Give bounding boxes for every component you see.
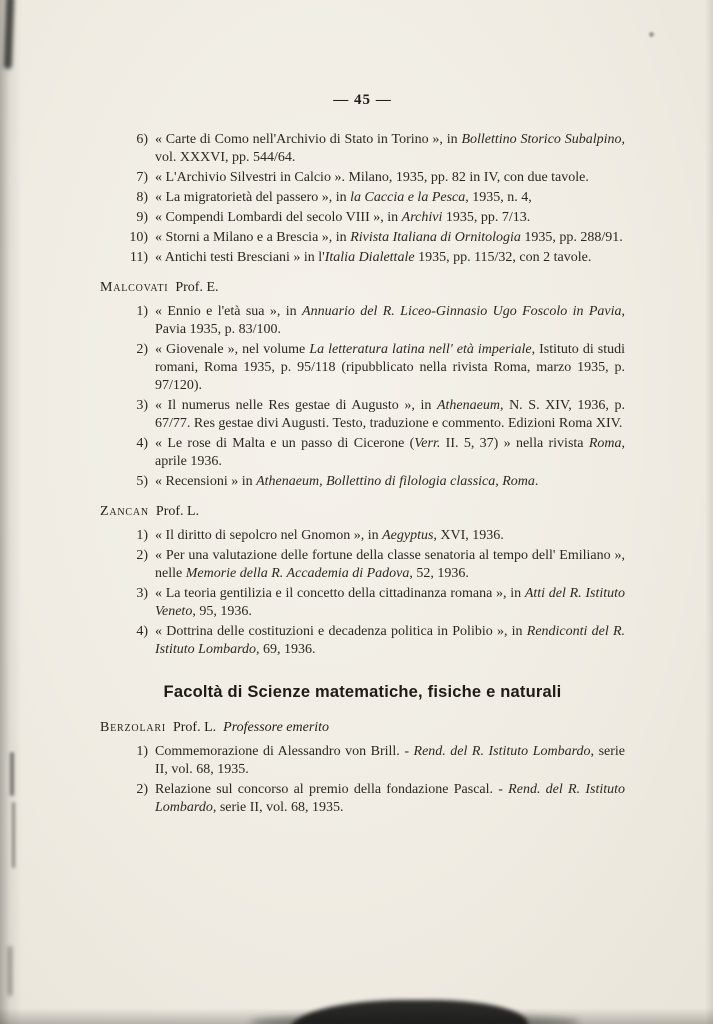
scan-artifact bbox=[250, 1014, 580, 1024]
entry-number: 2) bbox=[136, 342, 148, 357]
scan-artifact bbox=[8, 946, 12, 996]
bibliography-entry bbox=[100, 527, 625, 545]
text-segment: Italia Dialettale bbox=[324, 250, 415, 265]
bibliography-entry bbox=[100, 743, 625, 779]
entry-text bbox=[155, 473, 625, 491]
page-content bbox=[100, 0, 625, 819]
text-segment: , 52, 1936. bbox=[409, 566, 469, 581]
text-segment: , Pavia 1935, p. 83/100. bbox=[155, 304, 625, 337]
bibliography-entry bbox=[100, 229, 625, 247]
bibliography-entry bbox=[100, 623, 625, 659]
entry-number: 4) bbox=[136, 624, 148, 639]
author-section-zancan bbox=[100, 503, 625, 659]
text-segment: , Istituto di studi romani, Roma 1935, p. 95/118 (ripubblicato nella rivista Roma, marzo 1935, p. 97/120). bbox=[155, 342, 625, 393]
text-segment: Memorie della R. Accademia di Padova bbox=[185, 566, 410, 581]
text-segment: Roma bbox=[588, 436, 622, 451]
entry-number: 8) bbox=[136, 190, 148, 205]
entry-text bbox=[155, 341, 625, 395]
text-segment: 1935, pp. 7/13. bbox=[442, 210, 531, 225]
text-segment: 1935, pp. 288/91. bbox=[520, 230, 623, 245]
scan-artifact bbox=[649, 32, 654, 37]
text-segment: « Antichi testi Bresciani » in l' bbox=[155, 250, 325, 265]
entry-number: 4) bbox=[136, 436, 148, 451]
entry-text bbox=[155, 189, 625, 207]
entry-number: 7) bbox=[136, 170, 148, 185]
entry-number: 9) bbox=[136, 210, 148, 225]
bibliography-entry bbox=[100, 169, 625, 187]
author-title: Prof. E. bbox=[175, 280, 219, 295]
bibliography-entry bbox=[100, 397, 625, 433]
text-segment: Rend. del R. Istituto Lombardo bbox=[413, 744, 591, 759]
author-name: Malcovati bbox=[100, 280, 169, 295]
text-segment: « La migratorietà del passero », in bbox=[155, 190, 351, 205]
text-segment: , vol. XXXVI, pp. 544/64. bbox=[155, 132, 625, 165]
bibliography-entry bbox=[100, 249, 625, 267]
entry-text bbox=[155, 209, 625, 227]
entry-number: 10) bbox=[129, 230, 148, 245]
author-role: Professore emerito bbox=[223, 720, 330, 735]
entry-number: 3) bbox=[136, 398, 148, 413]
text-segment: , serie II, vol. 68, 1935. bbox=[155, 744, 626, 777]
author-name: Berzolari bbox=[100, 720, 166, 735]
entry-text bbox=[155, 229, 625, 247]
text-segment: « Il numerus nelle Res gestae di Augusto », in bbox=[155, 398, 437, 413]
scan-artifact bbox=[10, 752, 14, 796]
faculty-heading: Facoltà di Scienze matematiche, fisiche e naturali bbox=[163, 683, 562, 701]
text-segment: , 95, 1936. bbox=[192, 604, 252, 619]
text-segment: « Carte di Como nell'Archivio di Stato in Torino », in bbox=[155, 132, 462, 147]
entry-text bbox=[155, 547, 625, 583]
text-segment: « La teoria gentilizia e il concetto della cittadinanza romana », in bbox=[155, 586, 525, 601]
bibliography-continuation-section bbox=[100, 131, 625, 267]
text-segment: « Le rose di Malta e un passo di Cicerone ( bbox=[155, 436, 415, 451]
text-segment: Verr. bbox=[414, 436, 441, 451]
scan-artifact bbox=[12, 802, 15, 868]
author-title: Prof. L. bbox=[172, 720, 217, 735]
text-segment: Athenaeum, Bollettino di filologia classica, Roma bbox=[256, 474, 535, 489]
text-segment: , 69, 1936. bbox=[256, 642, 316, 657]
entry-number: 3) bbox=[136, 586, 148, 601]
text-segment: , aprile 1936. bbox=[155, 436, 625, 469]
entry-number: 1) bbox=[136, 528, 148, 543]
text-segment: La letteratura latina nell' età imperiale bbox=[309, 342, 532, 357]
text-segment: II. 5, 37) » nella rivista bbox=[440, 436, 589, 451]
text-segment: « Giovenale », nel volume bbox=[155, 342, 310, 357]
text-segment: 1935, pp. 115/32, con 2 tavole. bbox=[414, 250, 592, 265]
text-segment: Rend. del R. Istituto Lombardo bbox=[155, 782, 626, 815]
entry-number: 2) bbox=[136, 548, 148, 563]
entry-text bbox=[155, 169, 625, 187]
bibliography-entry bbox=[100, 303, 625, 339]
entry-number: 1) bbox=[136, 304, 148, 319]
entry-text bbox=[155, 585, 625, 621]
bibliography-entry bbox=[100, 473, 625, 491]
text-segment: Archivi bbox=[401, 210, 443, 225]
entry-number: 11) bbox=[129, 250, 148, 265]
text-segment: Aegyptus bbox=[382, 528, 434, 543]
text-segment: « Storni a Milano e a Brescia », in bbox=[155, 230, 351, 245]
text-segment: « Dottrina delle costituzioni e decadenza politica in Polibio », in bbox=[155, 624, 527, 639]
entry-number: 5) bbox=[136, 474, 148, 489]
bibliography-entry bbox=[100, 781, 625, 817]
bibliography-entry bbox=[100, 435, 625, 471]
page-number: — 45 — bbox=[333, 92, 392, 108]
bibliography-entry bbox=[100, 547, 625, 583]
text-segment: « Ennio e l'età sua », in bbox=[155, 304, 303, 319]
author-title: Prof. L. bbox=[155, 504, 200, 519]
scan-edge-shadow-left bbox=[0, 0, 22, 1024]
bibliography-entry bbox=[100, 189, 625, 207]
author-heading bbox=[100, 503, 625, 521]
scan-edge-shadow-right bbox=[705, 0, 713, 1024]
bibliography-entry bbox=[100, 209, 625, 227]
entry-text bbox=[155, 131, 625, 167]
bibliography-entry bbox=[100, 341, 625, 395]
text-segment: , 1935, n. 4, bbox=[465, 190, 532, 205]
entry-text bbox=[155, 249, 625, 267]
scan-edge-shadow-bottom bbox=[0, 1008, 713, 1024]
text-segment: « L'Archivio Silvestri in Calcio ». Milano, 1935, pp. 82 in IV, con due tavole. bbox=[155, 170, 589, 185]
text-segment: , XVI, 1936. bbox=[433, 528, 504, 543]
text-segment: Rendiconti del R. Istituto Lombardo bbox=[155, 624, 625, 657]
bibliography-entry bbox=[100, 585, 625, 621]
text-segment: « Compendi Lombardi del secolo VIII », in bbox=[155, 210, 402, 225]
entry-text bbox=[155, 623, 625, 659]
text-segment: Atti del R. Istituto Veneto bbox=[155, 586, 626, 619]
entry-text bbox=[155, 781, 625, 817]
text-segment: « Recensioni » in bbox=[155, 474, 257, 489]
entry-text bbox=[155, 303, 625, 339]
text-segment: . bbox=[534, 474, 539, 489]
text-segment: Relazione sul concorso al premio della fondazione Pascal. - bbox=[155, 782, 509, 797]
bibliography-entry bbox=[100, 131, 625, 167]
text-segment: , serie II, vol. 68, 1935. bbox=[212, 800, 344, 815]
entry-text bbox=[155, 435, 625, 471]
text-segment: la Caccia e la Pesca bbox=[350, 190, 466, 205]
author-section-berzolari bbox=[100, 719, 625, 817]
author-name: Zancan bbox=[100, 504, 149, 519]
entry-text bbox=[155, 743, 625, 779]
entry-number: 2) bbox=[136, 782, 148, 797]
text-segment: Rivista Italiana di Ornitologia bbox=[350, 230, 521, 245]
author-heading bbox=[100, 279, 625, 297]
text-segment: « Per una valutazione delle fortune della classe senatoria al tempo dell' Emiliano », nelle bbox=[155, 548, 625, 581]
entry-text bbox=[155, 397, 625, 433]
author-heading bbox=[100, 719, 625, 737]
entry-number: 1) bbox=[136, 744, 148, 759]
entry-number: 6) bbox=[136, 132, 148, 147]
text-segment: , N. S. XIV, 1936, p. 67/77. Res gestae divi Augusti. Testo, traduzione e commento. Edizioni Roma XIV. bbox=[155, 398, 625, 431]
text-segment: Athenaeum bbox=[436, 398, 500, 413]
author-section-malcovati bbox=[100, 279, 625, 491]
text-segment: Commemorazione di Alessandro von Brill. - bbox=[155, 744, 414, 759]
text-segment: « Il diritto di sepolcro nel Gnomon », in bbox=[155, 528, 383, 543]
scan-artifact bbox=[4, 0, 15, 69]
scan-artifact bbox=[290, 1000, 528, 1024]
text-segment: Annuario del R. Liceo-Ginnasio Ugo Foscolo in Pavia bbox=[302, 304, 622, 319]
entry-text bbox=[155, 527, 625, 545]
text-segment: Bollettino Storico Subalpino bbox=[461, 132, 622, 147]
